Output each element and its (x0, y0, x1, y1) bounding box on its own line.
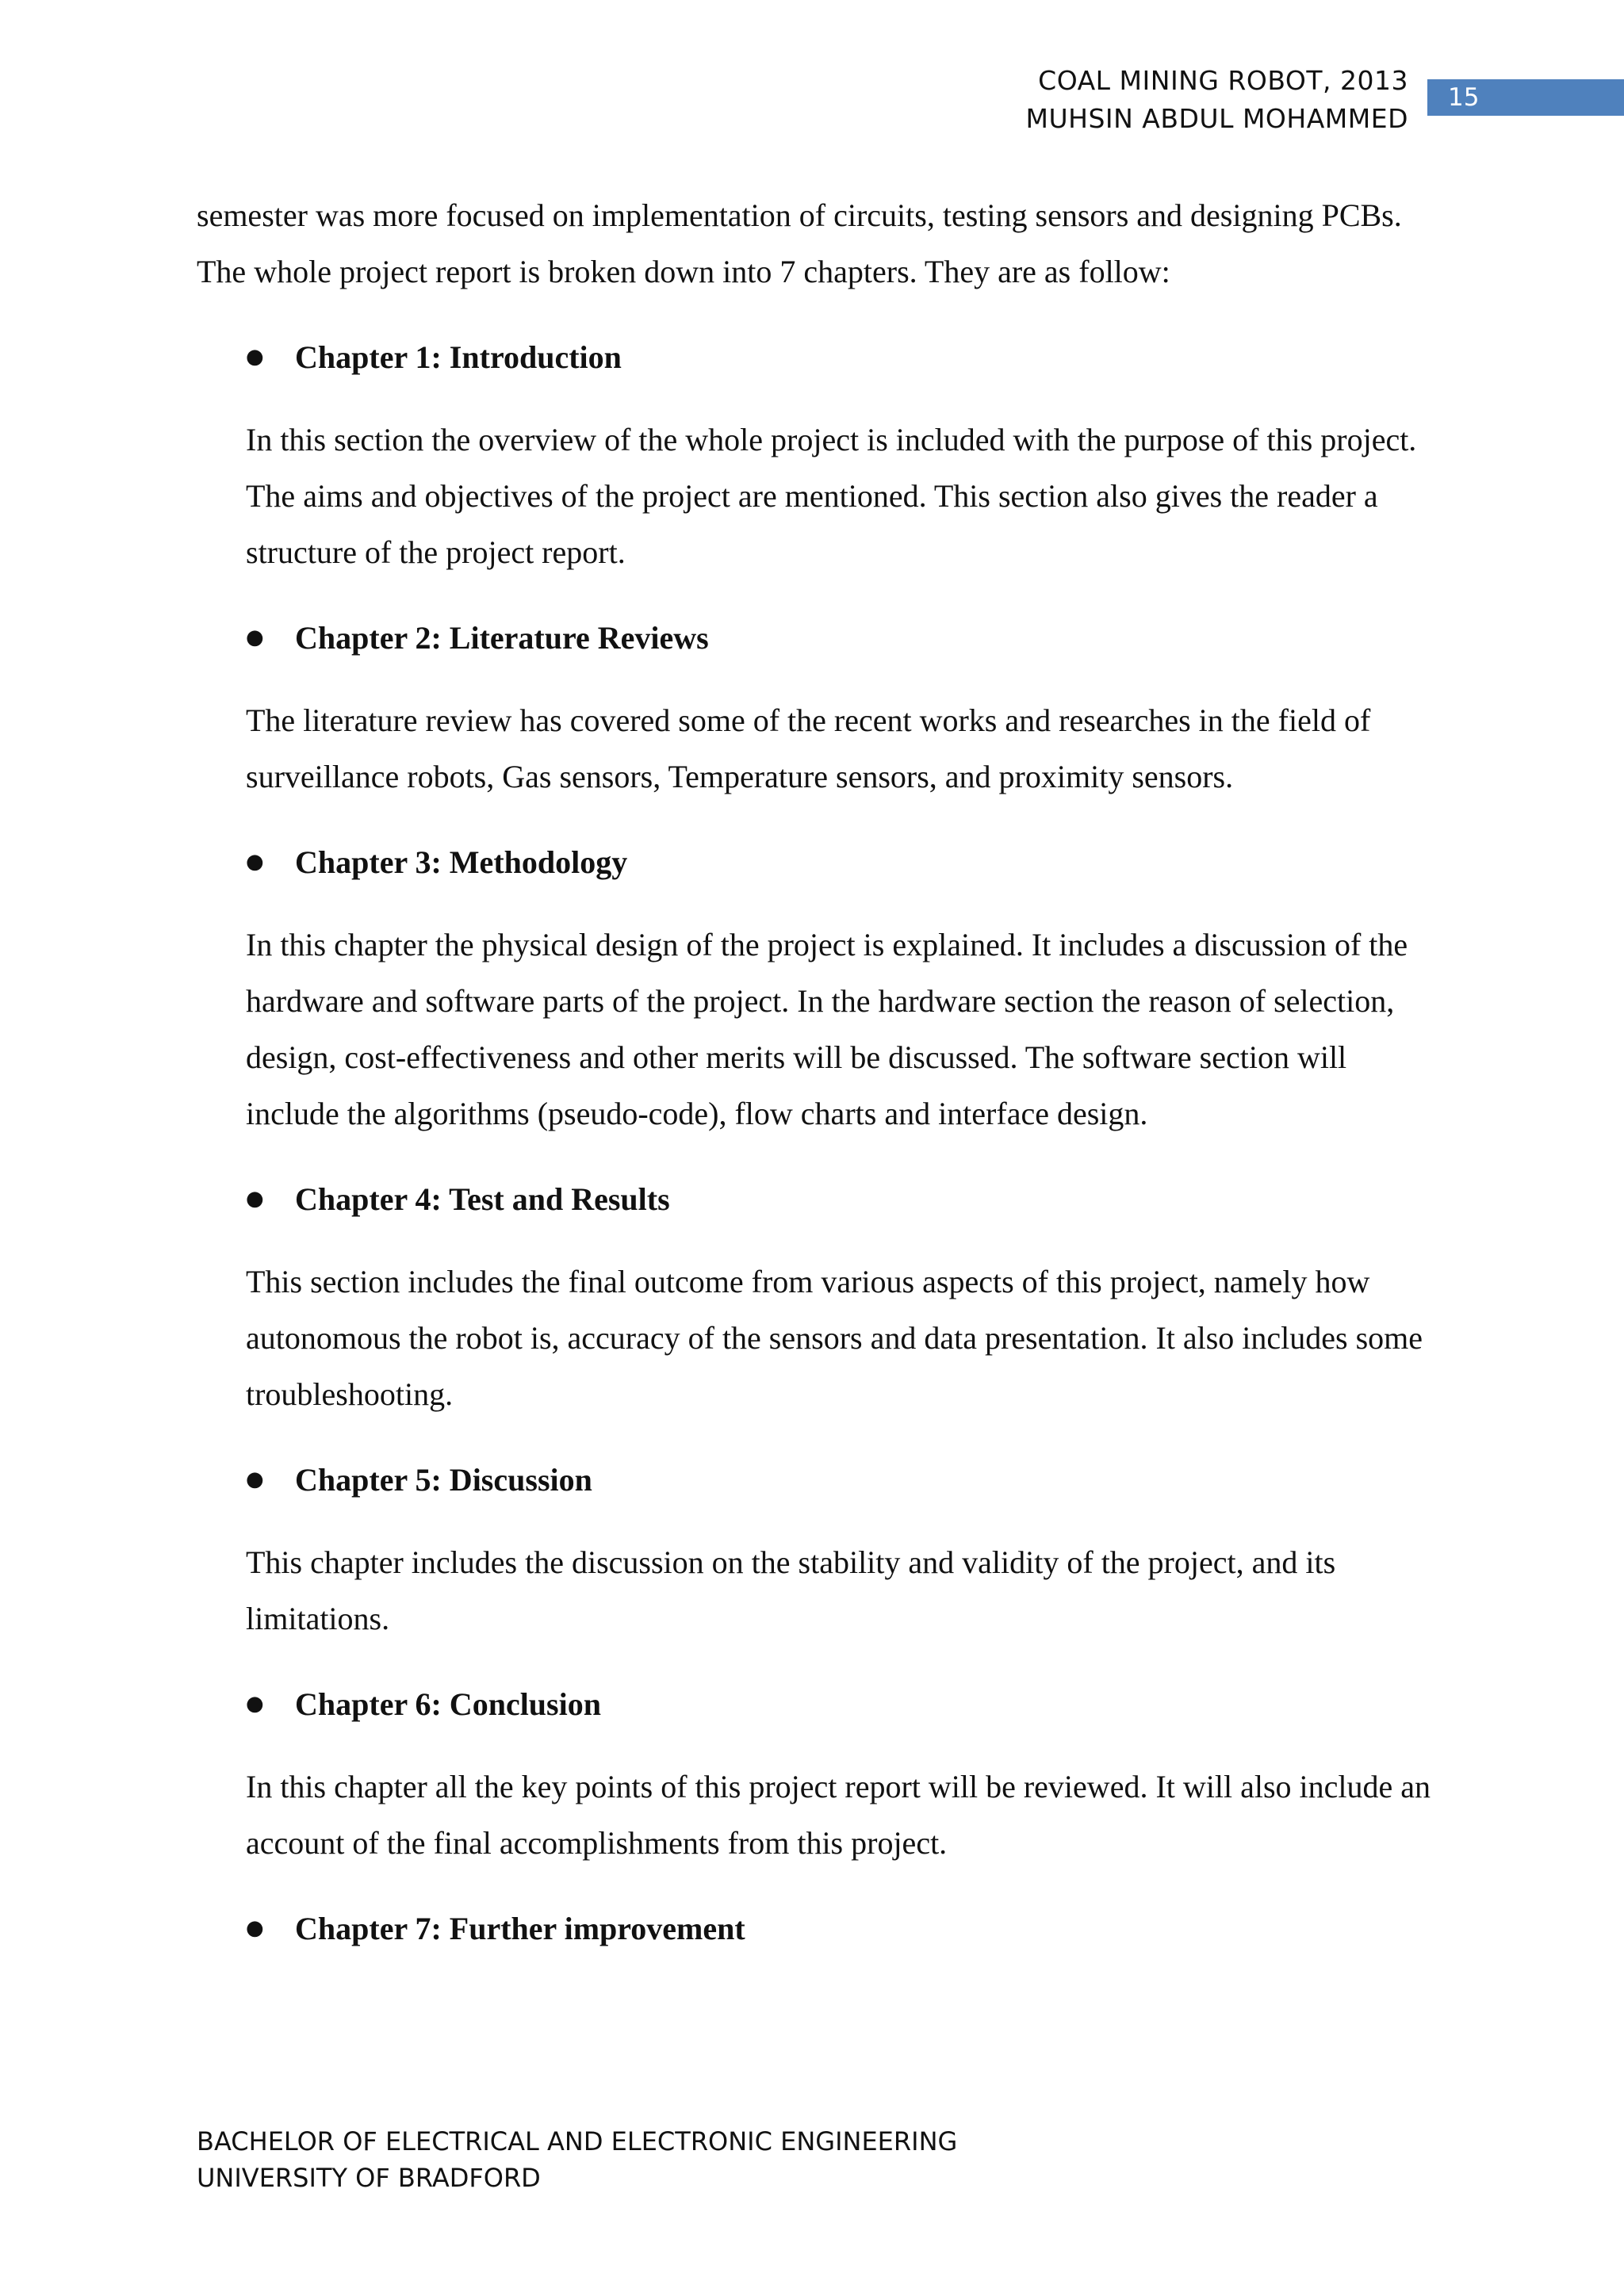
bullet-icon: ● (246, 1468, 264, 1491)
running-footer (197, 2123, 957, 2196)
chapter-heading (246, 610, 1434, 666)
bullet-icon: ● (246, 850, 264, 874)
chapter-1 (246, 329, 1434, 580)
chapter-heading (246, 1171, 1434, 1227)
chapter-description: This chapter includes the discussion on the stability and validity of the project, and its limitations. (246, 1544, 1336, 1636)
document-body (197, 187, 1434, 1983)
footer-university: UNIVERSITY OF BRADFORD (197, 2163, 541, 2193)
chapter-title: Chapter 4: Test and Results (295, 1181, 670, 1217)
chapter-heading (246, 1900, 1434, 1957)
chapter-2 (246, 610, 1434, 805)
chapter-7 (246, 1900, 1434, 1957)
header-author: MUHSIN ABDUL MOHAMMED (1025, 103, 1408, 134)
chapter-title: Chapter 6: Conclusion (295, 1686, 601, 1722)
chapter-description: In this chapter the physical design of the project is explained. It includes a discussion of the hardware and software parts of the project. In the hardware section the reason of selection, design, cost-effectiveness and other merits will be discussed. The software section will include the algorithms (pseudo-code), flow charts and interface design. (246, 927, 1408, 1131)
chapter-6 (246, 1676, 1434, 1871)
chapter-heading (246, 1452, 1434, 1508)
bullet-icon: ● (246, 1916, 264, 1940)
chapter-title: Chapter 5: Discussion (295, 1462, 592, 1498)
chapter-5 (246, 1452, 1434, 1647)
chapter-description: The literature review has covered some of the recent works and researches in the field of surveillance robots, Gas sensors, Temperature sensors, and proximity sensors. (246, 702, 1371, 794)
chapter-title: Chapter 1: Introduction (295, 339, 622, 375)
page-number-badge (1427, 79, 1624, 116)
running-header (1026, 62, 1409, 138)
chapter-description: In this chapter all the key points of this project report will be reviewed. It will also include an account of the final accomplishments from this project. (246, 1769, 1431, 1861)
bullet-icon: ● (246, 626, 264, 649)
chapter-3 (246, 834, 1434, 1142)
bullet-icon: ● (246, 1692, 264, 1716)
chapter-heading (246, 329, 1434, 385)
chapter-4 (246, 1171, 1434, 1422)
chapter-description: This section includes the final outcome from various aspects of this project, namely how autonomous the robot is, accuracy of the sensors and data presentation. It also includes some troubleshooting. (246, 1264, 1423, 1412)
chapter-heading (246, 1676, 1434, 1732)
chapter-title: Chapter 2: Literature Reviews (295, 620, 709, 656)
chapter-description: In this section the overview of the whole project is included with the purpose of this project. The aims and objectives of the project are mentioned. This section also gives the reader a structure of the project report. (246, 422, 1417, 570)
chapter-title: Chapter 3: Methodology (295, 844, 628, 880)
page-number: 15 (1448, 83, 1480, 112)
chapter-title: Chapter 7: Further improvement (295, 1911, 745, 1946)
chapter-heading (246, 834, 1434, 890)
header-title: COAL MINING ROBOT, 2013 (1038, 65, 1408, 96)
bullet-icon: ● (246, 1187, 264, 1211)
intro-paragraph: semester was more focused on implementation of circuits, testing sensors and designing PCBs. The whole project report is broken down into 7 chapters. They are as follow: (197, 197, 1402, 289)
bullet-icon: ● (246, 345, 264, 369)
footer-degree: BACHELOR OF ELECTRICAL AND ELECTRONIC ENGINEERING (197, 2126, 958, 2156)
